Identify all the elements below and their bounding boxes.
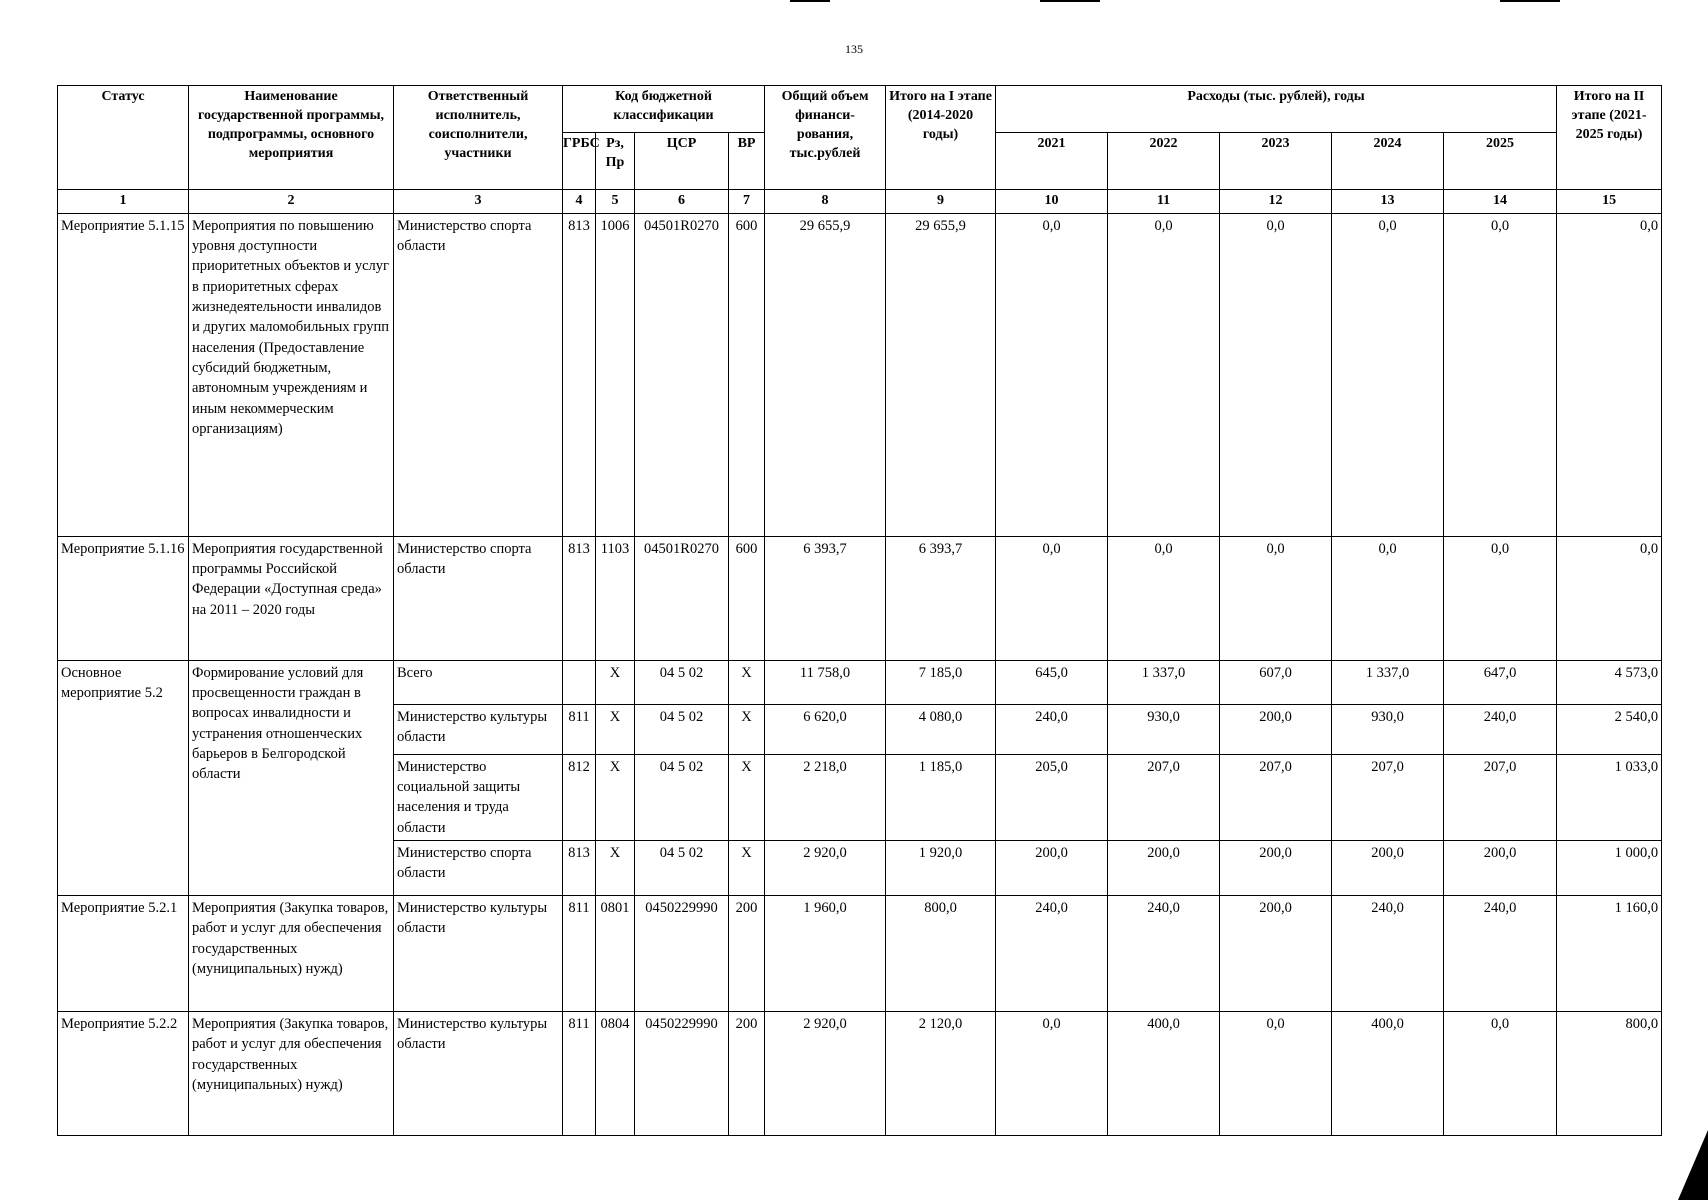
- header-stage1: Итого на I этапе (2014-2020 годы): [886, 86, 996, 190]
- row-2025: 0,0: [1444, 1012, 1557, 1136]
- row-total: 11 758,0: [765, 660, 886, 704]
- row-name: Мероприятия (Закупка товаров, работ и услуг для обеспечения государственных (муниципальных) нужд): [189, 896, 394, 1012]
- row-executor: Министерство социальной защиты населения и труда области: [394, 754, 563, 840]
- row-grbs: 813: [563, 841, 596, 896]
- row-rzpr: 0804: [596, 1012, 635, 1136]
- row-name: Мероприятия (Закупка товаров, работ и услуг для обеспечения государственных (муниципальных) нужд): [189, 1012, 394, 1136]
- table-row: [58, 1012, 1662, 1136]
- row-vr: X: [729, 660, 765, 704]
- row-stage2: 0,0: [1557, 536, 1662, 660]
- row-status: Мероприятие 5.2.1: [58, 896, 189, 1012]
- row-stage1: 1 920,0: [886, 841, 996, 896]
- row-2022: 0,0: [1108, 536, 1220, 660]
- row-grbs: 813: [563, 536, 596, 660]
- row-2025: 200,0: [1444, 841, 1557, 896]
- row-grbs: 811: [563, 1012, 596, 1136]
- row-executor: Министерство культуры области: [394, 896, 563, 1012]
- row-csr: 04 5 02: [635, 754, 729, 840]
- row-2023: 207,0: [1220, 754, 1332, 840]
- row-vr: X: [729, 704, 765, 754]
- row-csr: 04 5 02: [635, 660, 729, 704]
- row-2024: 0,0: [1332, 536, 1444, 660]
- row-2025: 647,0: [1444, 660, 1557, 704]
- row-2022: 200,0: [1108, 841, 1220, 896]
- row-executor: Министерство спорта области: [394, 536, 563, 660]
- row-vr: X: [729, 754, 765, 840]
- row-stage2: 1 160,0: [1557, 896, 1662, 1012]
- row-2025: 0,0: [1444, 536, 1557, 660]
- header-year-2024: 2024: [1332, 133, 1444, 190]
- row-executor: Всего: [394, 660, 563, 704]
- column-number: 12: [1220, 190, 1332, 214]
- column-number: 6: [635, 190, 729, 214]
- row-stage1: 29 655,9: [886, 213, 996, 536]
- row-2024: 200,0: [1332, 841, 1444, 896]
- budget-table: [57, 85, 1662, 1136]
- scan-corner-mark: [1678, 1130, 1708, 1200]
- row-vr: X: [729, 841, 765, 896]
- table-row: [58, 660, 1662, 704]
- row-2021: 645,0: [996, 660, 1108, 704]
- header-year-2021: 2021: [996, 133, 1108, 190]
- row-2023: 200,0: [1220, 896, 1332, 1012]
- column-number: 8: [765, 190, 886, 214]
- header-csr: ЦСР: [635, 133, 729, 190]
- row-csr: 0450229990: [635, 1012, 729, 1136]
- row-2024: 1 337,0: [1332, 660, 1444, 704]
- row-stage1: 800,0: [886, 896, 996, 1012]
- row-2023: 0,0: [1220, 1012, 1332, 1136]
- row-stage2: 800,0: [1557, 1012, 1662, 1136]
- row-2022: 930,0: [1108, 704, 1220, 754]
- row-vr: 200: [729, 896, 765, 1012]
- header-stage2: Итого на II этапе (2021-2025 годы): [1557, 86, 1662, 190]
- scan-mark-top: [790, 0, 830, 2]
- row-csr: 04501R0270: [635, 213, 729, 536]
- row-executor: Министерство культуры области: [394, 1012, 563, 1136]
- row-total: 6 620,0: [765, 704, 886, 754]
- row-2021: 0,0: [996, 1012, 1108, 1136]
- row-2025: 207,0: [1444, 754, 1557, 840]
- row-stage1: 7 185,0: [886, 660, 996, 704]
- table-row: [58, 536, 1662, 660]
- column-number: 5: [596, 190, 635, 214]
- column-number: 15: [1557, 190, 1662, 214]
- page-number: 135: [845, 42, 863, 56]
- row-2024: 400,0: [1332, 1012, 1444, 1136]
- row-grbs: [563, 660, 596, 704]
- row-2022: 207,0: [1108, 754, 1220, 840]
- row-2022: 0,0: [1108, 213, 1220, 536]
- header-executor: Ответственный исполнитель, соисполнители, участники: [394, 86, 563, 190]
- header-year-2022: 2022: [1108, 133, 1220, 190]
- row-2024: 930,0: [1332, 704, 1444, 754]
- row-total: 1 960,0: [765, 896, 886, 1012]
- row-status: Мероприятие 5.2.2: [58, 1012, 189, 1136]
- row-2025: 240,0: [1444, 704, 1557, 754]
- table-row: [58, 213, 1662, 536]
- row-stage2: 0,0: [1557, 213, 1662, 536]
- row-2023: 607,0: [1220, 660, 1332, 704]
- row-2021: 240,0: [996, 896, 1108, 1012]
- column-number: 3: [394, 190, 563, 214]
- header-total: Общий объем финанси-рования, тыс.рублей: [765, 86, 886, 190]
- header-grbs: ГРБС: [563, 133, 596, 190]
- column-number: 14: [1444, 190, 1557, 214]
- row-2023: 0,0: [1220, 536, 1332, 660]
- row-stage2: 1 000,0: [1557, 841, 1662, 896]
- row-2024: 0,0: [1332, 213, 1444, 536]
- column-number: 10: [996, 190, 1108, 214]
- row-total: 2 218,0: [765, 754, 886, 840]
- row-name: Мероприятия государственной программы Российской Федерации «Доступная среда» на 2011 – 2020 годы: [189, 536, 394, 660]
- header-year-2025: 2025: [1444, 133, 1557, 190]
- row-2024: 207,0: [1332, 754, 1444, 840]
- row-total: 2 920,0: [765, 841, 886, 896]
- row-rzpr: X: [596, 704, 635, 754]
- row-2023: 0,0: [1220, 213, 1332, 536]
- row-2021: 0,0: [996, 536, 1108, 660]
- row-2021: 205,0: [996, 754, 1108, 840]
- row-rzpr: 1103: [596, 536, 635, 660]
- row-2025: 0,0: [1444, 213, 1557, 536]
- row-2024: 240,0: [1332, 896, 1444, 1012]
- row-csr: 0450229990: [635, 896, 729, 1012]
- row-name: Мероприятия по повышению уровня доступности приоритетных объектов и услуг в приоритетных сферах жизнедеятельности инвалидов и других маломобильных групп населения (Предоставление субсидий бюджетным, автономным учреждениям и иным некоммерческим организациям): [189, 213, 394, 536]
- row-stage2: 1 033,0: [1557, 754, 1662, 840]
- row-2022: 400,0: [1108, 1012, 1220, 1136]
- row-stage1: 4 080,0: [886, 704, 996, 754]
- column-number: 11: [1108, 190, 1220, 214]
- row-vr: 600: [729, 213, 765, 536]
- row-2025: 240,0: [1444, 896, 1557, 1012]
- row-2023: 200,0: [1220, 841, 1332, 896]
- row-grbs: 812: [563, 754, 596, 840]
- row-rzpr: X: [596, 754, 635, 840]
- column-number: 9: [886, 190, 996, 214]
- row-grbs: 811: [563, 896, 596, 1012]
- column-number: 7: [729, 190, 765, 214]
- row-stage2: 2 540,0: [1557, 704, 1662, 754]
- row-2021: 0,0: [996, 213, 1108, 536]
- row-executor: Министерство спорта области: [394, 213, 563, 536]
- row-2022: 240,0: [1108, 896, 1220, 1012]
- row-stage1: 1 185,0: [886, 754, 996, 840]
- header-budget-code: Код бюджетной классификации: [563, 86, 765, 133]
- row-status: Мероприятие 5.1.15: [58, 213, 189, 536]
- header-name: Наименование государственной программы, подпрограммы, основного мероприятия: [189, 86, 394, 190]
- group-status: Основное мероприятие 5.2: [58, 660, 189, 895]
- row-rzpr: X: [596, 660, 635, 704]
- row-total: 2 920,0: [765, 1012, 886, 1136]
- column-number: 2: [189, 190, 394, 214]
- row-stage1: 2 120,0: [886, 1012, 996, 1136]
- table-row: [58, 896, 1662, 1012]
- header-expenses: Расходы (тыс. рублей), годы: [996, 86, 1557, 133]
- row-2021: 240,0: [996, 704, 1108, 754]
- scan-mark-top-3: [1500, 0, 1560, 2]
- row-total: 29 655,9: [765, 213, 886, 536]
- row-rzpr: X: [596, 841, 635, 896]
- row-vr: 600: [729, 536, 765, 660]
- group-name: Формирование условий для просвещенности граждан в вопросах инвалидности и устранения отношенческих барьеров в Белгородской области: [189, 660, 394, 895]
- row-2021: 200,0: [996, 841, 1108, 896]
- row-status: Мероприятие 5.1.16: [58, 536, 189, 660]
- column-number: 4: [563, 190, 596, 214]
- column-number: 1: [58, 190, 189, 214]
- row-total: 6 393,7: [765, 536, 886, 660]
- row-csr: 04 5 02: [635, 841, 729, 896]
- row-grbs: 811: [563, 704, 596, 754]
- header-status: Статус: [58, 86, 189, 190]
- column-number: 13: [1332, 190, 1444, 214]
- header-vr: ВР: [729, 133, 765, 190]
- row-grbs: 813: [563, 213, 596, 536]
- row-executor: Министерство спорта области: [394, 841, 563, 896]
- row-stage2: 4 573,0: [1557, 660, 1662, 704]
- row-2023: 200,0: [1220, 704, 1332, 754]
- row-executor: Министерство культуры области: [394, 704, 563, 754]
- scan-mark-top-2: [1040, 0, 1100, 2]
- row-rzpr: 0801: [596, 896, 635, 1012]
- row-2022: 1 337,0: [1108, 660, 1220, 704]
- row-rzpr: 1006: [596, 213, 635, 536]
- header-rzpr: Рз, Пр: [596, 133, 635, 190]
- header-year-2023: 2023: [1220, 133, 1332, 190]
- row-csr: 04 5 02: [635, 704, 729, 754]
- row-stage1: 6 393,7: [886, 536, 996, 660]
- row-vr: 200: [729, 1012, 765, 1136]
- row-csr: 04501R0270: [635, 536, 729, 660]
